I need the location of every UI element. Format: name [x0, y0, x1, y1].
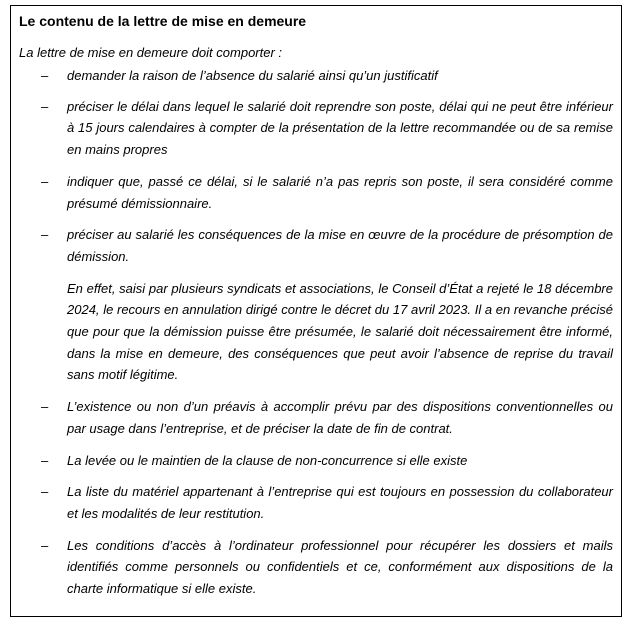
- list-item: [19, 396, 613, 439]
- list-item-text: demander la raison de l’absence du salarié ainsi qu’un justificatif: [67, 68, 438, 83]
- conseil-etat-note: En effet, saisi par plusieurs syndicats et associations, le Conseil d’État a rejeté le 18 décembre 2024, le recours en annulation dirigé contre le décret du 17 avril 2023. Il a en revanche précisé que pour que la démission puisse être présumée, le salarié doit nécessairement être informé, dans la mise en demeure, des conséquences que peut avoir l’absence de reprise du travail sans motif légitime.: [67, 280, 613, 383]
- list-item-text: préciser au salarié les conséquences de la mise en œuvre de la procédure de présomption de démission.: [67, 227, 613, 264]
- list-item-text: Les conditions d’accès à l’ordinateur professionnel pour récupérer les dossiers et mails identifiés comme personnels ou confidentiels et ce, conformément aux dispositions de la charte informatique si elle existe.: [67, 537, 613, 597]
- requirements-list: [19, 65, 613, 268]
- intro-text: La lettre de mise en demeure doit comporter :: [19, 45, 283, 60]
- dash-bullet: –: [41, 537, 49, 553]
- dash-bullet: –: [41, 484, 49, 500]
- list-item: [19, 450, 613, 472]
- document-box: [10, 5, 622, 617]
- list-item-text: La liste du matériel appartenant à l’entreprise qui est toujours en possession du collaborateur et les modalités de leur restitution.: [67, 484, 613, 521]
- dash-bullet: –: [41, 399, 49, 415]
- list-item: [19, 65, 613, 87]
- list-item: [19, 96, 613, 161]
- document-title: Le contenu de la lettre de mise en demeure: [19, 13, 307, 29]
- dash-bullet: –: [41, 227, 49, 243]
- dash-bullet: –: [41, 173, 49, 189]
- list-item: [19, 171, 613, 214]
- list-item: [19, 481, 613, 524]
- dash-bullet: –: [41, 68, 49, 83]
- list-item-text: indiquer que, passé ce délai, si le salarié n’a pas repris son poste, il sera considéré comme présumé démissionnaire.: [67, 173, 613, 211]
- dash-bullet: –: [41, 452, 49, 468]
- dash-bullet: –: [41, 98, 49, 114]
- list-item: [19, 535, 613, 600]
- list-item-text: préciser le délai dans lequel le salarié doit reprendre son poste, délai qui ne peut être inférieur à 15 jours calendaires à compter de la présentation de la lettre recommandée ou de sa remise en mains propres: [67, 98, 613, 158]
- additional-requirements-list: [19, 396, 613, 600]
- list-item-text: La levée ou le maintien de la clause de non-concurrence si elle existe: [67, 452, 468, 468]
- list-item: [19, 224, 613, 267]
- list-item-text: L’existence ou non d’un préavis à accomplir prévu par des dispositions conventionnelles ou par usage dans l’entreprise, et de préciser la date de fin de contrat.: [67, 399, 613, 436]
